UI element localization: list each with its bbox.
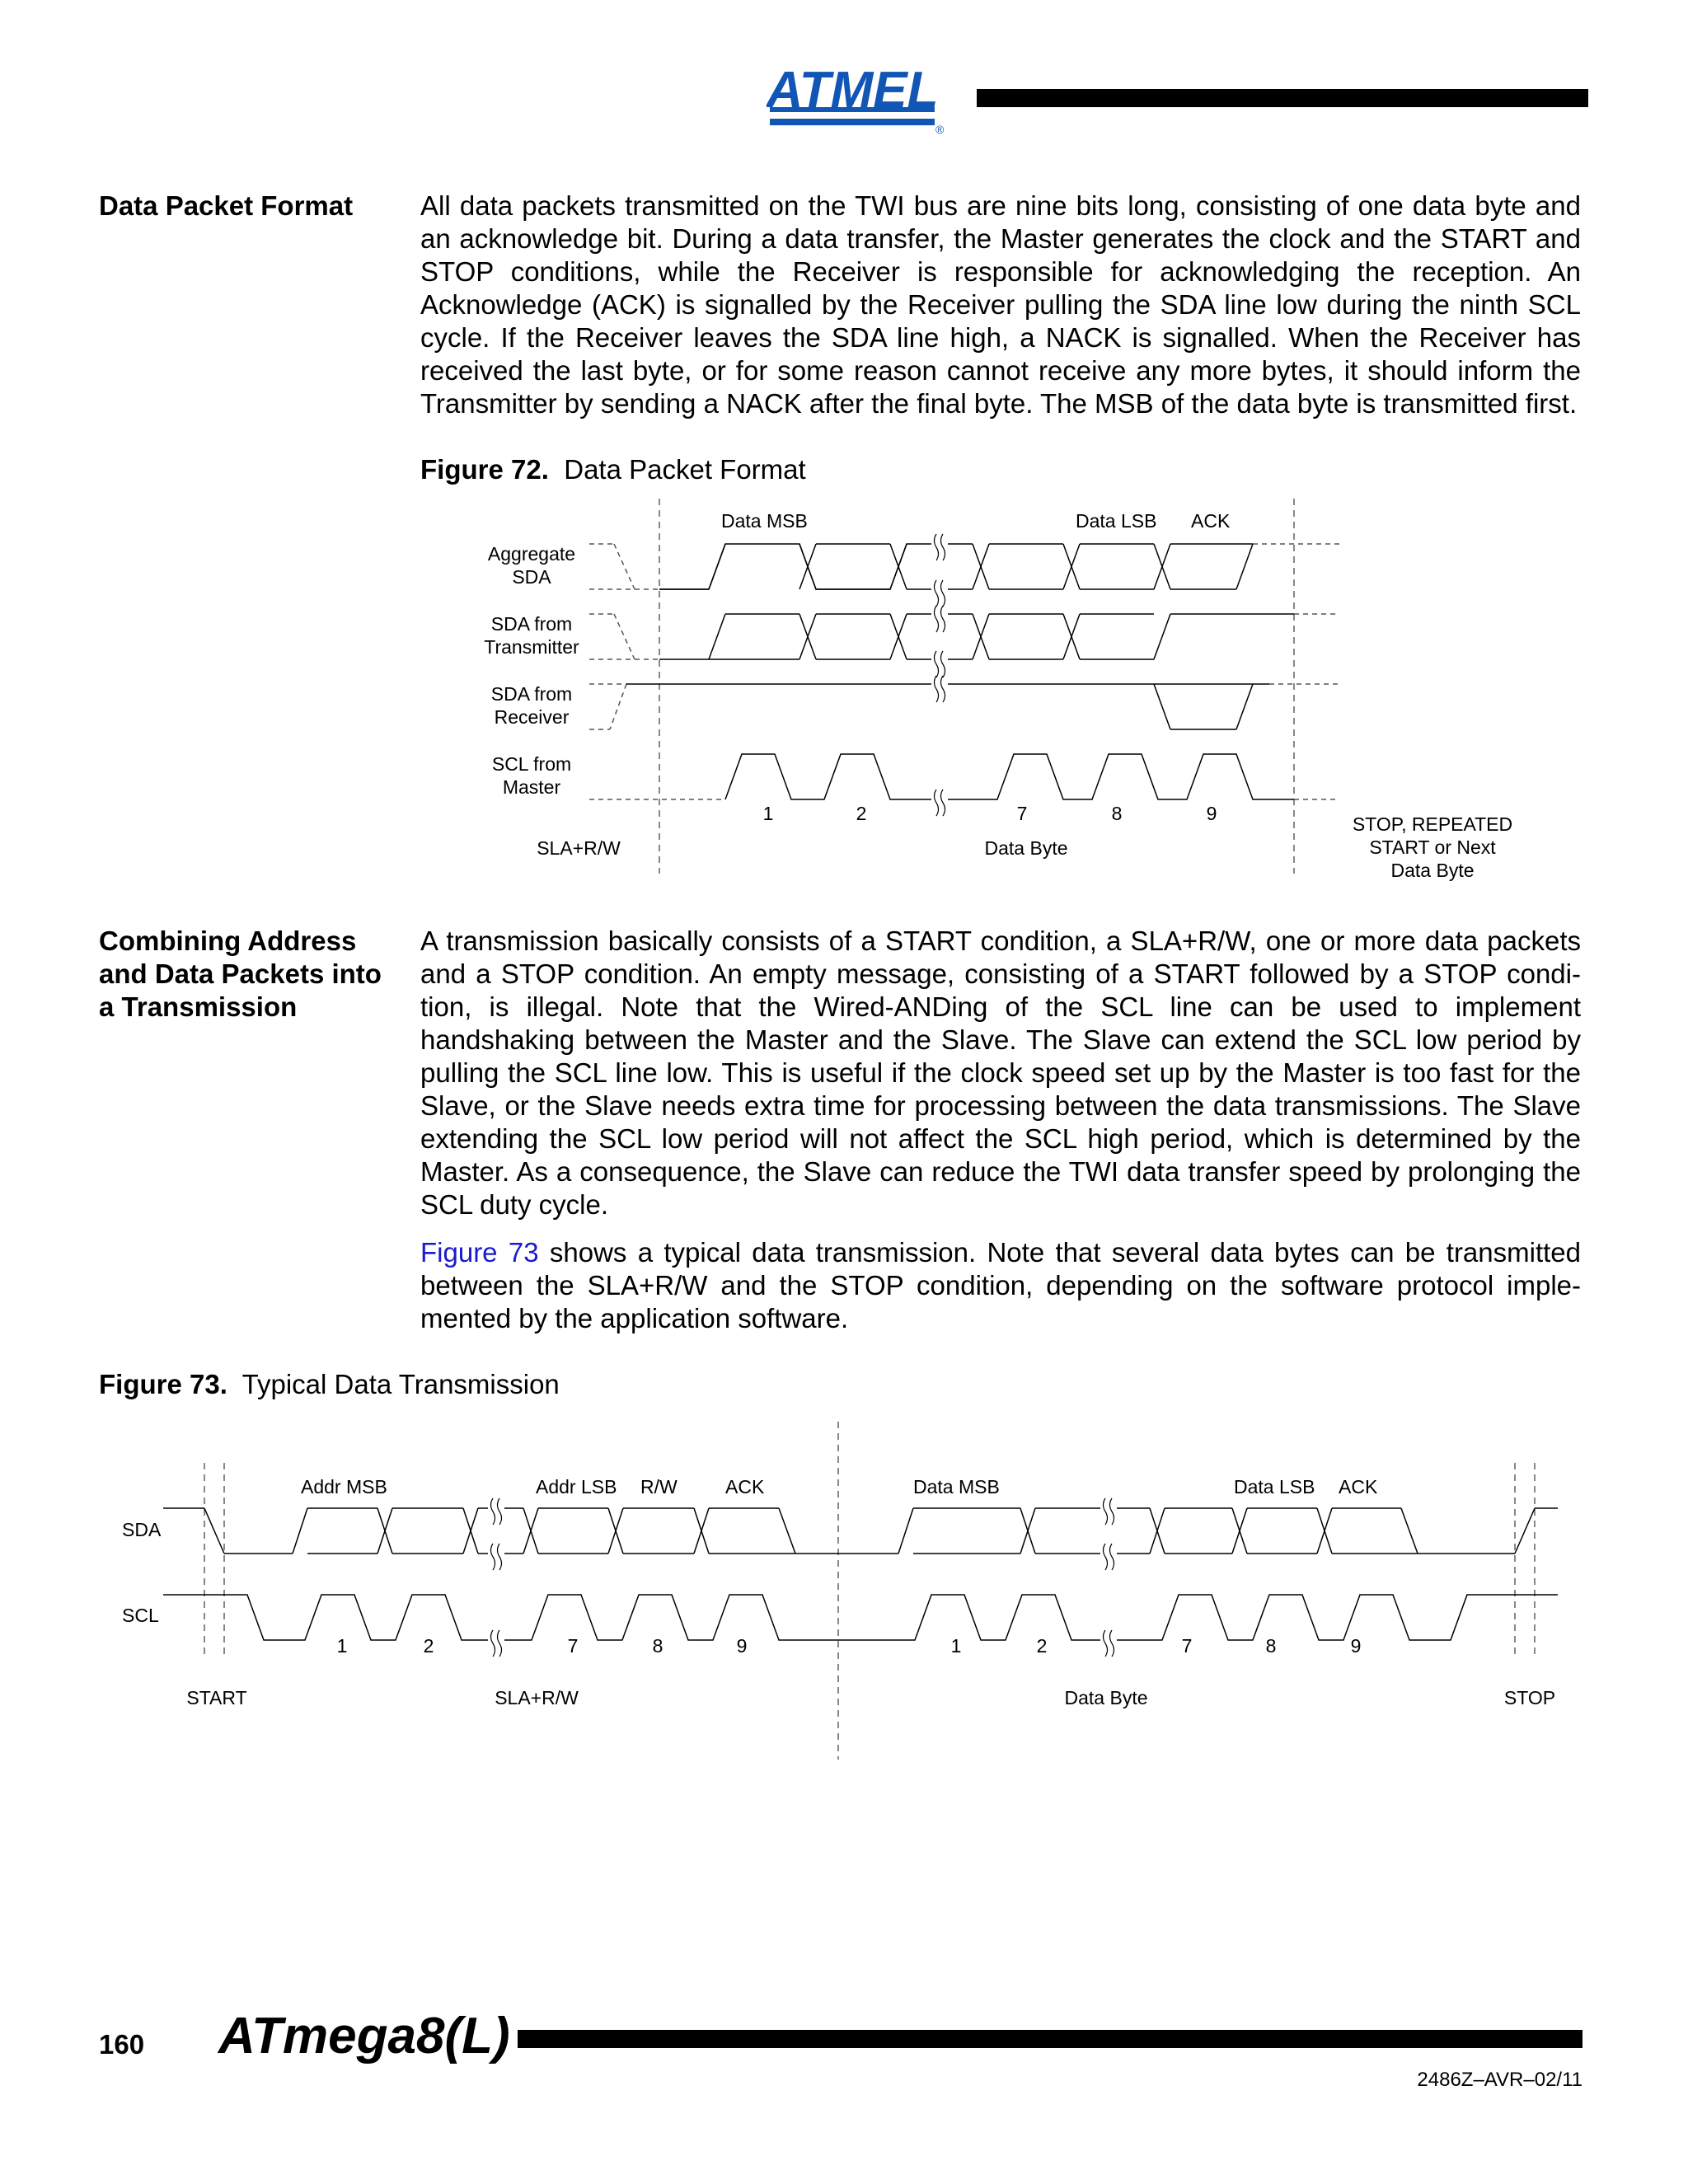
fig72-clock-8: 8: [1111, 803, 1123, 824]
fig73-addr-clock-7: 7: [567, 1635, 579, 1657]
figure72-title: Data Packet Format: [564, 454, 806, 485]
fig72-row-rx-1: SDA from: [490, 683, 573, 705]
fig72-clock-7: 7: [1016, 803, 1028, 824]
fig72-row-aggregate-1: Aggregate: [487, 543, 576, 565]
logo-text: ATMEL: [767, 62, 939, 119]
fig73-row-scl: SCL: [122, 1605, 159, 1626]
logo-registered: ®: [935, 123, 945, 136]
fig73-ack2-label: ACK: [1339, 1476, 1378, 1497]
figure72-diagram: [462, 490, 1533, 886]
fig72-ack-label: ACK: [1191, 510, 1231, 532]
fig73-data-msb-label: Data MSB: [913, 1476, 1000, 1497]
fig73-stop-label: STOP: [1503, 1687, 1556, 1708]
fig73-data-clock-9: 9: [1350, 1635, 1362, 1657]
fig73-addr-clock-2: 2: [423, 1635, 434, 1657]
atmel-logo: [767, 54, 948, 137]
fig72-row-scl-2: Master: [502, 776, 561, 798]
atmel-logo-icon: [767, 54, 948, 137]
fig73-addr-clock-1: 1: [336, 1635, 348, 1657]
figure72-number: Figure 72.: [420, 454, 549, 485]
fig72-clock-2: 2: [856, 803, 867, 824]
fig73-start-label: START: [186, 1687, 247, 1708]
doc-code: 2486Z–AVR–02/11: [1417, 2069, 1582, 2091]
section2-heading-line2: and Data Packets into: [99, 958, 382, 989]
fig73-data-lsb-label: Data LSB: [1234, 1476, 1315, 1497]
figure73-link[interactable]: Figure 73: [420, 1237, 539, 1268]
section1-body: All data packets transmitted on the TWI bus are nine bits long, consisting of one data byte and an acknowledge bit. During a data transfer, the Master generates the clock and the START and STOP conditions, while the Receiver is responsible for acknowledging the reception. An Acknowledge (ACK) is signalled by the Receiver pulling the SDA line low during the ninth SCL cycle. If the Receiver leaves the SDA line high, a NACK is signalled. When the Receiver has received the last byte, or for some reason cannot receive any more bytes, it should inform the Transmitter by sending a NACK after the final byte. The MSB of the data byte is transmitted first.: [420, 190, 1581, 419]
fig72-clock-1: 1: [762, 803, 774, 824]
footer-bar: [518, 2030, 1582, 2048]
fig73-addr-lsb-label: Addr LSB: [536, 1476, 617, 1497]
doc-title: ATmega8(L): [218, 2008, 510, 2064]
fig73-sla-label: SLA+R/W: [495, 1687, 579, 1708]
fig72-row-scl-1: SCL from: [491, 753, 572, 775]
fig72-data-lsb-label: Data LSB: [1076, 510, 1157, 532]
figure72-caption: [420, 453, 806, 486]
fig72-stop-label-1: STOP, REPEATED: [1352, 813, 1513, 835]
fig72-data-byte-label: Data Byte: [984, 837, 1068, 859]
fig73-ack1-label: ACK: [725, 1476, 765, 1497]
fig72-row-rx-2: Receiver: [494, 706, 570, 728]
figure73-caption: [99, 1368, 560, 1401]
fig73-data-clock-8: 8: [1265, 1635, 1277, 1657]
fig72-data-msb-label: Data MSB: [721, 510, 808, 532]
section2-heading-line1: Combining Address: [99, 926, 357, 956]
section2-body2: [420, 1236, 1581, 1335]
fig73-data-byte-label: Data Byte: [1064, 1687, 1148, 1708]
fig73-addr-clock-9: 9: [736, 1635, 748, 1657]
fig72-stop-label-2: START or Next: [1369, 837, 1496, 858]
fig73-rw-label: R/W: [640, 1476, 678, 1497]
fig72-sla-label: SLA+R/W: [537, 837, 621, 859]
section2-body: A transmission basically consists of a START condition, a SLA+R/W, one or more data packets and a STOP condition. An empty message, consisting of a START followed by a STOP condi-tion, is illegal. Note that the Wired-ANDing of the SCL line can be used to implement handshaking between the Master and the Slave. The Slave can extend the SCL low period by pulling the SCL line low. This is useful if the clock speed set up by the Master is too fast for the Slave, or the Slave needs extra time for processing between the data transmissions. The Slave extending the SCL low period will not affect the SCL high period, which is determined by the Master. As a consequence, the Slave can reduce the TWI data transfer speed by prolonging the SCL duty cycle.: [420, 926, 1581, 1220]
header-bar: [977, 89, 1588, 107]
fig73-addr-msb-label: Addr MSB: [301, 1476, 387, 1497]
section-heading-combining: [99, 925, 404, 1024]
figure73-diagram: [99, 1418, 1566, 1764]
fig72-stop-label-3: Data Byte: [1390, 860, 1475, 881]
fig72-row-tx-1: SDA from: [490, 613, 573, 635]
fig73-data-clock-1: 1: [950, 1635, 962, 1657]
fig73-data-clock-2: 2: [1036, 1635, 1048, 1657]
section2-heading-line3: a Transmission: [99, 991, 298, 1022]
section2-body2-text: shows a typical data transmission. Note that several data bytes can be transmitted between the SLA+R/W and the STOP condition, depending on the software protocol imple-mented by the application software.: [420, 1237, 1581, 1333]
figure73-title: Typical Data Transmission: [241, 1369, 560, 1399]
fig72-clock-9: 9: [1206, 803, 1217, 824]
figure73-number: Figure 73.: [99, 1369, 227, 1399]
section-heading-data-packet-format: Data Packet Format: [99, 190, 354, 221]
fig72-row-tx-2: Transmitter: [484, 636, 579, 658]
page-number: 160: [99, 2029, 145, 2060]
fig72-row-aggregate-2: SDA: [512, 566, 551, 588]
fig73-data-clock-7: 7: [1181, 1635, 1193, 1657]
fig73-row-sda: SDA: [122, 1519, 162, 1540]
fig73-addr-clock-8: 8: [652, 1635, 663, 1657]
